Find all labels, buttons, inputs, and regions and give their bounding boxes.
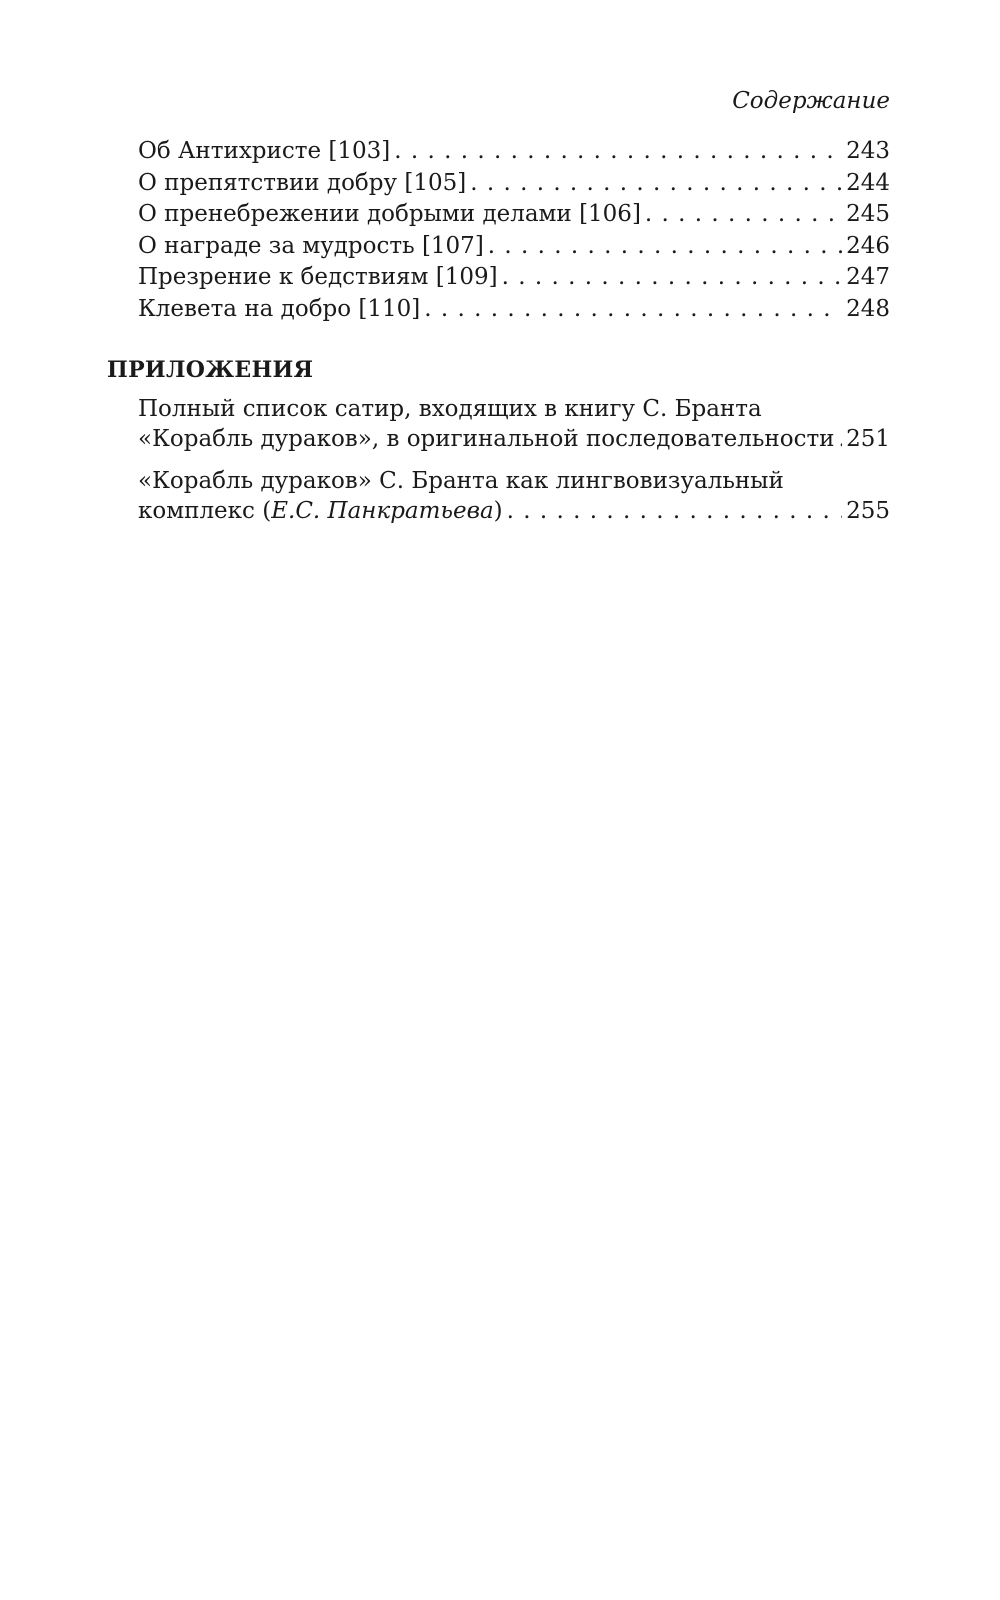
dot-leader [394, 136, 842, 168]
appendix-entry[interactable] [138, 394, 890, 454]
toc-entry-title: О награде за мудрость [107] [138, 232, 484, 259]
appendix-entry-title-line: «Корабль дураков», в оригинальной последовательности [138, 426, 835, 452]
author-name: Е.С. Панкратьева [271, 498, 494, 524]
toc-entry-page: 246 [846, 232, 890, 259]
toc-entry-title: Презрение к бедствиям [109] [138, 264, 498, 290]
toc-entry-page: 244 [846, 169, 890, 196]
toc-entry[interactable] [138, 231, 890, 263]
toc-list [138, 136, 890, 325]
toc-entry[interactable] [138, 294, 890, 326]
dot-leader [424, 294, 842, 326]
appendix-entry-title-line: Полный список сатир, входящих в книгу С. Бранта [138, 396, 762, 422]
toc-entry-page: 245 [846, 201, 890, 227]
dot-leader [488, 231, 842, 263]
toc-entry-title: О препятствии добру [105] [138, 169, 467, 196]
appendix-entry-title-line: «Корабль дураков» С. Бранта как лингвовизуальный [138, 468, 784, 494]
running-head: Содержание [732, 88, 890, 114]
appendix-entry-page: 255 [846, 498, 890, 524]
title-prefix: комплекс ( [138, 498, 272, 524]
toc-entry[interactable] [138, 168, 890, 200]
toc-entry-page: 243 [846, 138, 890, 164]
appendix-entry-page: 251 [846, 426, 890, 452]
toc-entry[interactable] [138, 262, 890, 294]
toc-entry-page: 248 [846, 295, 890, 322]
appendices-heading: ПРИЛОЖЕНИЯ [107, 357, 314, 383]
toc-entry-page: 247 [846, 264, 890, 290]
dot-leader [507, 496, 842, 526]
toc-entry[interactable] [138, 199, 890, 231]
toc-entry[interactable] [138, 136, 890, 168]
toc-entry-title: Клевета на добро [110] [138, 295, 421, 322]
toc-entry-title: О пренебрежении добрыми делами [106] [138, 201, 641, 227]
dot-leader [502, 262, 842, 294]
appendix-entry[interactable] [138, 466, 890, 526]
appendix-entry-title-line [138, 496, 503, 526]
toc-entry-title: Об Антихристе [103] [138, 138, 391, 164]
title-suffix: ) [493, 498, 503, 524]
dot-leader [645, 199, 842, 231]
dot-leader [839, 424, 843, 454]
dot-leader [470, 168, 842, 200]
